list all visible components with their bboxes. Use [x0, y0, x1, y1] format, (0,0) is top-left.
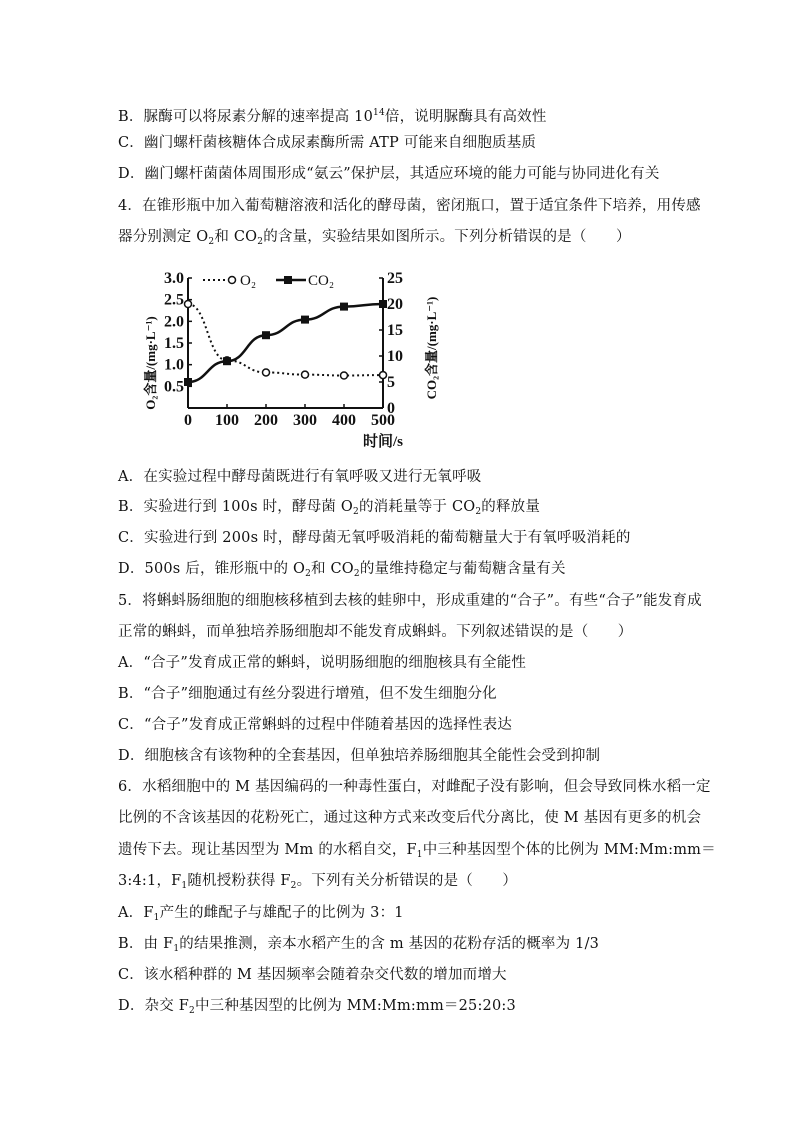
y-right-tick-label: 25: [387, 270, 403, 287]
y-left-tick-label: 2.5: [164, 291, 184, 309]
co2-data-point: [223, 357, 231, 365]
legend-co2-marker: [284, 276, 292, 284]
q5-option-b: B．“合子”细胞通过有丝分裂进行增殖，但不发生细胞分化: [118, 686, 497, 702]
co2-data-point: [184, 378, 192, 386]
q5-option-a: A．“合子”发育成正常的蝌蚪，说明肠细胞的细胞核具有全能性: [118, 655, 527, 671]
y-left-tick-label: 2.0: [164, 313, 184, 331]
co2-data-point: [262, 331, 270, 339]
q3-option-d: D．幽门螺杆菌菌体周围形成“氨云”保护层，其适应环境的能力可能与协同进化有关: [118, 166, 660, 182]
x-tick-label: 0: [184, 412, 192, 429]
y-right-tick-label: 10: [387, 348, 403, 365]
y-right-tick-label: 0: [387, 400, 395, 417]
o2-data-point: [263, 369, 270, 376]
legend-co2-label: CO₂: [308, 273, 335, 289]
x-tick-label: 400: [332, 412, 356, 429]
chart-legend: [203, 273, 334, 289]
q3-option-b: B．脲酶可以将尿素分解的速率提高 $10^{14}$倍，说明脲酶具有高效性: [118, 108, 547, 125]
q6-option-b: B．由 $F_1$的结果推测，亲本水稻产生的含 m 基因的花粉存活的概率为 1/3: [118, 936, 600, 954]
x-tick-label: 300: [293, 412, 317, 429]
q5-stem-line1: 5．将蝌蚪肠细胞的细胞核移植到去核的蛙卵中，形成重建的“合子”。有些“合子”能发育成: [118, 593, 702, 609]
x-tick-label: 500: [371, 412, 395, 429]
y-left-tick-label: 3.0: [164, 270, 184, 287]
q3-option-c: C．幽门螺杆菌核糖体合成尿素酶所需 ATP 可能来自细胞质基质: [118, 135, 537, 151]
x-axis-label: 时间/s: [362, 434, 404, 450]
q5-option-d: D．细胞核含有该物种的全套基因，但单独培养肠细胞其全能性会受到抑制: [118, 748, 601, 764]
q6-stem-line2: 比例的不含该基因的花粉死亡，通过这种方式来改变后代分离比，使 M 基因有更多的机会: [118, 810, 702, 826]
q5-option-c: C．“合子”发育成正常蝌蚪的过程中伴随着基因的选择性表达: [118, 717, 513, 733]
o2-data-point: [302, 371, 309, 378]
chart-axes: [188, 278, 383, 408]
q4-option-d: D．500s 后，锥形瓶中的 $O_2$和 $CO_2$的量维持稳定与葡萄糖含量有关: [118, 561, 566, 579]
q4-option-a: A．在实验过程中酵母菌既进行有氧呼吸又进行无氧呼吸: [118, 469, 482, 485]
legend-o2-marker: [229, 277, 236, 284]
q6-stem-line1: 6．水稻细胞中的 M 基因编码的一种毒性蛋白，对雌配子没有影响，但会导致同株水稻一定: [118, 779, 711, 795]
co2-data-point: [340, 303, 348, 311]
legend-o2-label: O₂: [240, 273, 257, 289]
y-right-tick-label: 20: [387, 296, 403, 313]
y-left-tick-label: 0.5: [164, 378, 184, 396]
q6-option-a: A．$F_1$产生的雌配子与雄配子的比例为 3：1: [118, 905, 404, 923]
o2-data-point: [380, 372, 387, 379]
q6-stem-line4: 3:4:1，$F_1$随机授粉获得 $F_2$。下列有关分析错误的是（ ）: [118, 873, 518, 891]
x-tick-label: 100: [215, 412, 239, 429]
y-axis-label-right: CO₂含量/(mg·L⁻¹): [424, 296, 439, 400]
o2-co2-line-chart: [143, 268, 448, 450]
q4-stem-line2: 器分别测定 $O_2$和 $CO_2$的含量，实验结果如图所示。下列分析错误的是（ ）: [118, 229, 631, 247]
o2-data-point: [341, 372, 348, 379]
x-tick-label: 200: [254, 412, 278, 429]
q6-option-c: C．该水稻种群的 M 基因频率会随着杂交代数的增加而增大: [118, 967, 507, 983]
chart-ticks: [164, 270, 403, 429]
co2-data-point: [301, 316, 309, 324]
q5-stem-line2: 正常的蝌蚪，而单独培养肠细胞却不能发育成蝌蚪。下列叙述错误的是（ ）: [118, 624, 633, 640]
y-left-tick-label: 1.5: [164, 335, 184, 352]
co2-series-line: [188, 304, 383, 382]
chart-series: [184, 300, 387, 386]
co2-data-point: [379, 300, 387, 308]
q4-option-c: C．实验进行到 200s 时，酵母菌无氧呼吸消耗的葡萄糖量大于有氧呼吸消耗的: [118, 530, 631, 546]
y-right-tick-label: 15: [387, 322, 403, 339]
q6-stem-line3: 遗传下去。现让基因型为 Mm 的水稻自交，$F_1$中三种基因型个体的比例为 MM:Mm:mm＝: [118, 842, 716, 860]
q4-option-b: B．实验进行到 100s 时，酵母菌 $O_2$的消耗量等于 $CO_2$的释放量: [118, 499, 541, 517]
y-right-tick-label: 5: [387, 374, 395, 391]
o2-data-point: [185, 301, 192, 308]
y-axis-label-left: O₂含量/(mg·L⁻¹): [143, 316, 158, 410]
q4-stem-line1: 4．在锥形瓶中加入葡萄糖溶液和活化的酵母菌，密闭瓶口，置于适宜条件下培养，用传感: [118, 198, 701, 214]
q6-option-d: D．杂交 $F_2$中三种基因型的比例为 MM:Mm:mm＝25:20:3: [118, 998, 516, 1016]
y-left-tick-label: 1.0: [164, 356, 184, 374]
